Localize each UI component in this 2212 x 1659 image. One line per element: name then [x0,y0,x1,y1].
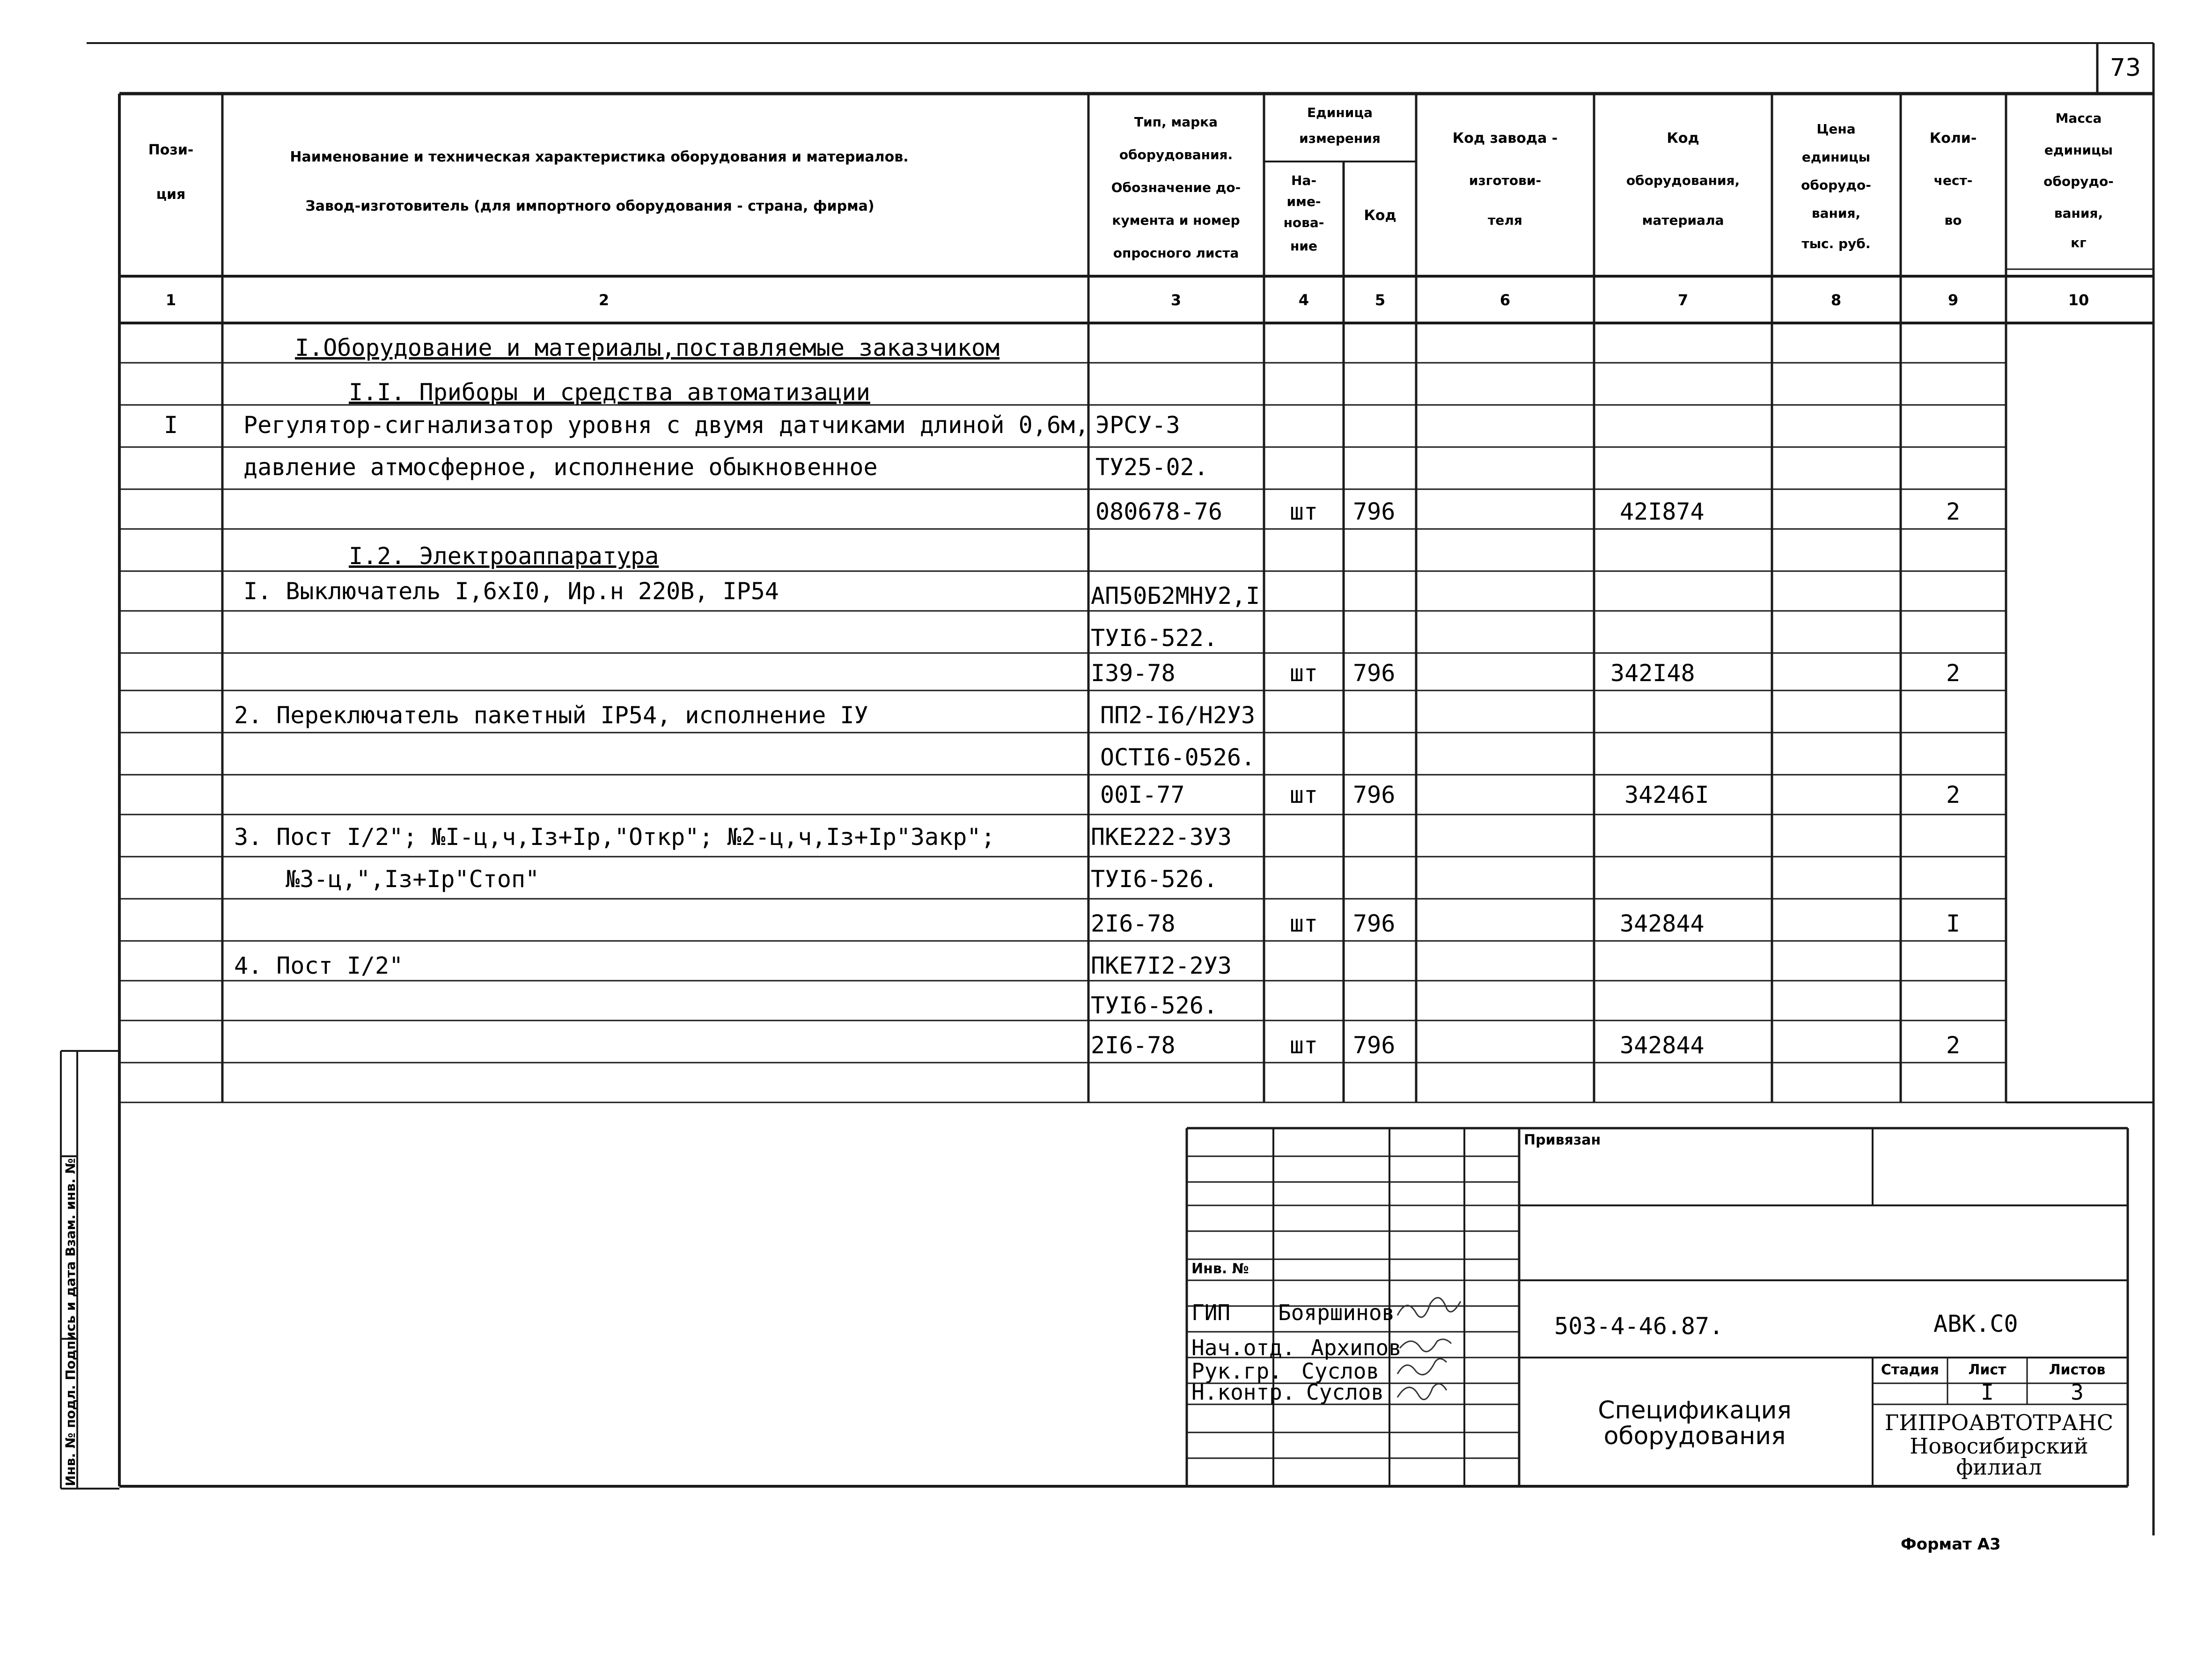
title-block [1191,1132,2113,1480]
signer-role: Н.контр. [1191,1380,1295,1405]
document-title-line1: Спецификация [1598,1396,1792,1424]
sheets-label: Листов [2049,1362,2106,1378]
header-price-line1: Цена [1816,121,1856,137]
row-unit-code: 796 [1353,781,1396,808]
column-number: 3 [1170,291,1182,309]
header-mass-line4: вания, [2054,206,2103,221]
section-heading: I.I. Приборы и средства автоматизации [349,379,870,406]
row-code: 42I874 [1620,498,1705,525]
header-type-line5: опросного листа [1113,245,1239,261]
signer-role: ГИП [1191,1300,1231,1325]
header-name-line2: Завод-изготовитель (для импортного оборудования - страна, фирма) [305,198,875,214]
row-unit: шт [1289,498,1318,525]
header-position-line2: ция [156,186,186,203]
page-number: 73 [2109,54,2141,82]
row-name: 3. Пост I/2"; №I-ц,ч,Iз+Iр,"Откр"; №2-ц,ч,Iз+Iр"Закр"; [234,823,995,851]
row-unit: шт [1289,1032,1318,1059]
header-qty-line1: Коли- [1929,130,1977,147]
organization-line3: филиал [1956,1454,2042,1480]
row-code: 342844 [1620,910,1705,937]
sheets-value: 3 [2071,1380,2084,1405]
header-code-line1: Код [1667,130,1699,147]
section-headings [295,334,999,570]
signer-name: Суслов [1301,1358,1380,1384]
signer-name: Архипов [1311,1335,1402,1360]
header-mass-line5: кг [2071,235,2087,250]
header-plant-line2: изготови- [1469,173,1542,188]
row-position: I [163,411,178,439]
document-number: 503-4-46.87. [1554,1313,1724,1340]
row-type: ТУI6-526. [1091,992,1218,1019]
row-unit: шт [1289,781,1318,808]
column-numbers [166,291,2089,309]
row-unit-code: 796 [1353,498,1396,525]
row-unit-code: 796 [1353,1032,1396,1059]
side-stamp-text: Инв. № подл. Подпись и дата Взам. инв. № [63,1158,78,1486]
header-mass-line3: оборудо- [2043,174,2114,189]
row-code: 342844 [1620,1032,1705,1059]
row-unit: шт [1289,660,1318,687]
row-type: ТУI6-522. [1091,624,1218,652]
sheet-label: Лист [1968,1362,2006,1378]
row-type: ТУ25-02. [1095,454,1208,481]
header-price-line2: единицы [1801,149,1871,165]
row-type: I39-78 [1091,660,1176,687]
header-unit-code: Код [1364,207,1396,224]
inventory-number-label: Инв. № [1191,1261,1249,1277]
header-qty-line3: во [1944,213,1962,228]
header-code-line2: оборудования, [1626,173,1740,188]
header-type-line3: Обозначение до- [1111,180,1241,195]
header-unit-name-line2: име- [1286,194,1321,209]
column-number: 10 [2068,291,2089,309]
header-price-line3: оборудо- [1801,177,1871,193]
header-plant-line1: Код завода - [1452,130,1558,147]
header-unit-name-line1: На- [1291,173,1316,188]
header-mass-line1: Масса [2055,110,2102,126]
row-name: Регулятор-сигнализатор уровня с двумя датчиками длиной 0,6м, [243,411,1089,439]
row-type: АП50Б2МНУ2,I [1091,582,1260,609]
row-unit: шт [1289,910,1318,937]
row-type: ЭРСУ-3 [1095,411,1180,439]
column-number: 6 [1499,291,1511,309]
row-name: I. Выключатель I,6xI0, Ир.н 220В, IP54 [243,578,779,605]
row-qty: 2 [1946,781,1961,808]
header-price-line4: вания, [1811,206,1861,221]
row-name: №3-ц,",Iз+Iр"Стоп" [243,866,540,893]
organization-line2: Новосибирский [1910,1433,2088,1459]
row-qty: I [1946,910,1961,937]
header-price-line5: тыс. руб. [1801,236,1871,251]
signer-role: Рук.гр. [1191,1358,1282,1384]
row-name: 4. Пост I/2" [234,952,404,979]
column-number: 2 [598,291,610,309]
row-qty: 2 [1946,1032,1961,1059]
section-heading: I.Оборудование и материалы,поставляемые заказчиком [295,334,1000,361]
row-name: 2. Переключатель пакетный IP54, исполнение IУ [234,702,868,729]
column-number: 8 [1830,291,1842,309]
row-type: ПКЕ7I2-2У3 [1091,952,1232,979]
row-type: 080678-76 [1095,498,1222,525]
header-unit-name-line3: нова- [1283,215,1324,230]
header-type-line2: оборудования. [1119,147,1233,162]
header-name-line1: Наименование и техническая характеристика оборудования и материалов. [290,149,909,165]
header-unit-line1: Единица [1307,105,1373,120]
row-qty: 2 [1946,660,1961,687]
row-type: ПП2-I6/Н2У3 [1100,702,1256,729]
format-label: Формат А3 [1901,1535,2001,1554]
header-position-line1: Пози- [148,142,194,158]
signer-name: Суслов [1306,1380,1384,1405]
row-name: давление атмосферное, исполнение обыкновенное [243,454,878,481]
organization-line1: ГИПРОАВТОТРАНС [1884,1410,2114,1435]
column-number: 7 [1677,291,1689,309]
signer-role: Нач.отд. [1191,1335,1295,1360]
table-header [148,105,2114,261]
signer-name: Бояршинов [1278,1300,1395,1325]
header-unit-name-line4: ние [1290,238,1317,254]
row-code: 342I48 [1610,660,1695,687]
header-type-line4: кумента и номер [1112,213,1240,228]
column-number: 9 [1947,291,1959,309]
header-qty-line2: чест- [1933,173,1973,188]
row-type: 00I-77 [1100,781,1185,808]
header-mass-line2: единицы [2044,142,2113,158]
stage-label: Стадия [1881,1362,1940,1378]
row-qty: 2 [1946,498,1961,525]
header-unit-line2: измерения [1299,131,1381,146]
row-unit-code: 796 [1353,910,1396,937]
column-number: 4 [1298,291,1309,309]
column-number: 5 [1374,291,1386,309]
row-type: 2I6-78 [1091,910,1176,937]
section-heading: I.2. Электроаппаратура [349,543,659,570]
column-number: 1 [165,291,176,309]
row-type: 2I6-78 [1091,1032,1176,1059]
row-type: ПКЕ222-3У3 [1091,823,1232,851]
row-type: ТУI6-526. [1091,866,1218,893]
row-code: 34246I [1624,781,1709,808]
privyazan-label: Привязан [1524,1132,1601,1148]
header-plant-line3: теля [1488,213,1522,228]
document-code: АВК.С0 [1933,1310,2018,1337]
signature-marks [1397,1298,1461,1399]
document-title-line2: оборудования [1603,1422,1786,1450]
sheet-value: I [1981,1380,1994,1405]
row-unit-code: 796 [1353,660,1396,687]
table-body [164,411,1960,1059]
row-type: ОСТI6-0526. [1100,744,1256,771]
header-type-line1: Тип, марка [1134,114,1218,130]
header-code-line3: материала [1642,213,1724,228]
